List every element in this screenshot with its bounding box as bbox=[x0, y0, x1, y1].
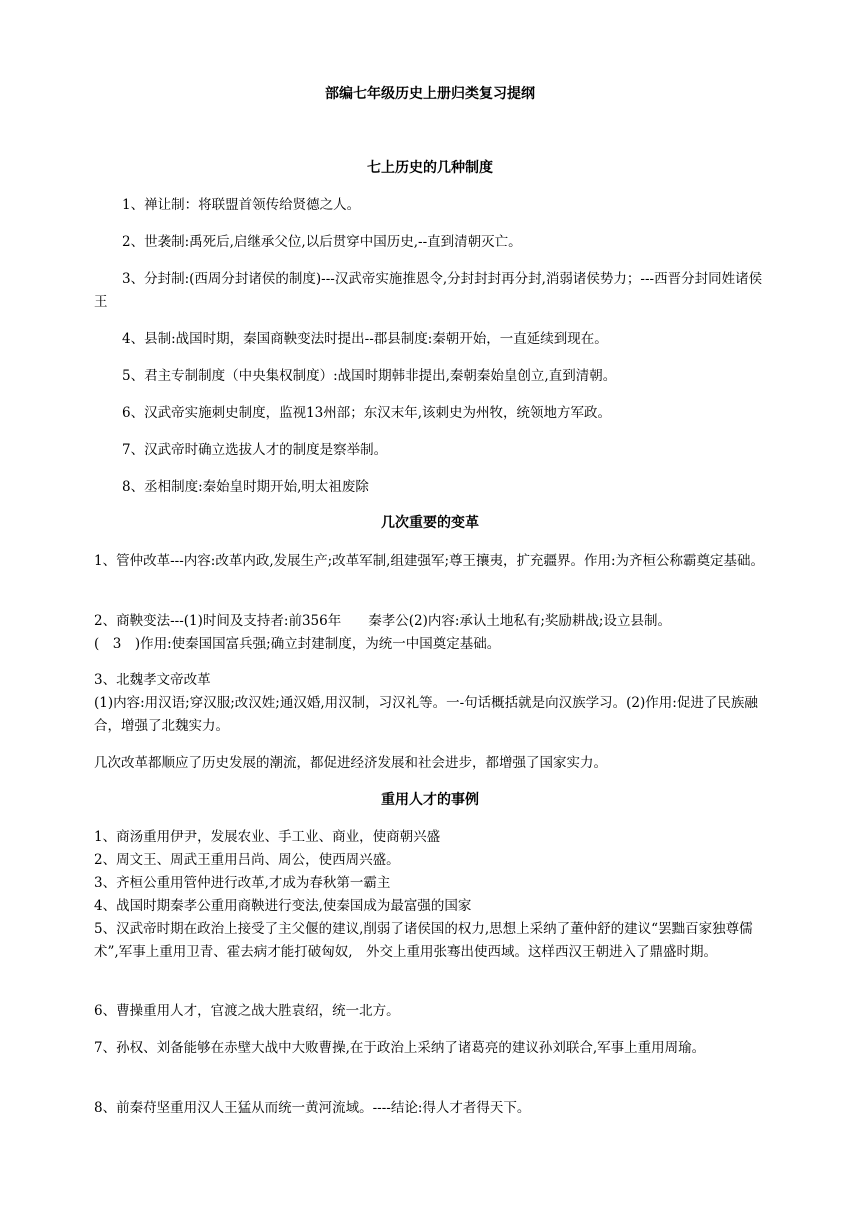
talent-item-4: 4、战国时期秦孝公重用商鞅进行变法,使秦国成为最富强的国家 bbox=[94, 898, 472, 914]
reforms-item-3-heading: 3、北魏孝文帝改革 bbox=[94, 672, 211, 688]
systems-item-5: 5、君主专制制度（中央集权制度）:战国时期韩非提出,秦朝秦始皇创立,直到清朝。 bbox=[122, 368, 617, 384]
systems-item-1: 1、禅让制：将联盟首领传给贤德之人。 bbox=[122, 197, 361, 213]
reforms-item-3-content: (1)内容:用汉语;穿汉服;改汉姓;通汉婚,用汉制，习汉礼等。一-句话概括就是向汉族学习。(2)作用:促进了民族融合，增强了北魏实力。 bbox=[94, 695, 758, 734]
document-title: 部编七年级历史上册归类复习提纲 bbox=[325, 86, 535, 102]
reforms-item-2-line-1: 2、商鞅变法---(1)时间及支持者:前356年 秦孝公(2)内容:承认土地私有;奖励耕战;设立县制。 bbox=[94, 613, 671, 629]
reforms-item-1: 1、管仲改革---内容:改革内政,发展生产;改革军制,组建强军;尊王攘夷，扩充疆界。作用:为齐桓公称霸奠定基础。 bbox=[94, 553, 765, 569]
systems-item-8: 8、丞相制度:秦始皇时期开始,明太祖废除 bbox=[122, 479, 369, 495]
talent-item-3: 3、齐桓公重用管仲进行改革,才成为春秋第一霸主 bbox=[94, 875, 391, 891]
talent-item-8: 8、前秦苻坚重用汉人王猛从而统一黄河流域。----结论:得人才者得天下。 bbox=[94, 1100, 531, 1116]
reforms-item-2-line-2: ( 3 )作用:使秦国国富兵强;确立封建制度，为统一中国奠定基础。 bbox=[94, 636, 501, 652]
systems-item-7: 7、汉武帝时确立选拔人才的制度是察举制。 bbox=[122, 442, 388, 458]
systems-item-3: 3、分封制:(西周分封诸侯的制度)---汉武帝实施推恩令,分封封封再分封,消弱诸侯势力；---西晋分封同姓诸侯王 bbox=[94, 271, 763, 310]
systems-item-2: 2、世袭制:禹死后,启继承父位,以后贯穿中国历史,--直到清朝灭亡。 bbox=[122, 234, 522, 250]
talent-item-2: 2、周文王、周武王重用吕尚、周公，使西周兴盛。 bbox=[94, 852, 400, 868]
reforms-summary: 几次改革都顺应了历史发展的潮流，都促进经济发展和社会进步，都增强了国家实力。 bbox=[94, 755, 607, 771]
talent-item-7: 7、孙权、刘备能够在赤壁大战中大败曹操,在于政治上采纳了诸葛亮的建议孙刘联合,军事上重用周瑜。 bbox=[94, 1040, 706, 1056]
section-heading-systems: 七上历史的几种制度 bbox=[367, 160, 493, 176]
talent-item-1: 1、商汤重用伊尹，发展农业、手工业、商业，使商朝兴盛 bbox=[94, 829, 441, 845]
talent-item-6: 6、曹操重用人才，官渡之战大胜袁绍，统一北方。 bbox=[94, 1003, 400, 1019]
systems-item-6: 6、汉武帝实施刺史制度，监视13州部；东汉末年,该刺史为州牧，统领地方军政。 bbox=[122, 405, 612, 421]
talent-item-5: 5、汉武帝时期在政治上接受了主父偃的建议,削弱了诸侯国的权力,思想上采纳了董仲舒的建议“罢黜百家独尊儒术”,军事上重用卫青、霍去病才能打破匈奴, 外交上重用张骞出使西域。这样西汉王朝进入了鼎盛时期。 bbox=[94, 921, 753, 960]
section-heading-talent: 重用人才的事例 bbox=[381, 792, 479, 808]
section-heading-reforms: 几次重要的变革 bbox=[381, 515, 479, 531]
systems-item-4: 4、县制:战国时期，秦国商鞅变法时提出--郡县制度:秦朝开始，一直延续到现在。 bbox=[122, 331, 608, 347]
